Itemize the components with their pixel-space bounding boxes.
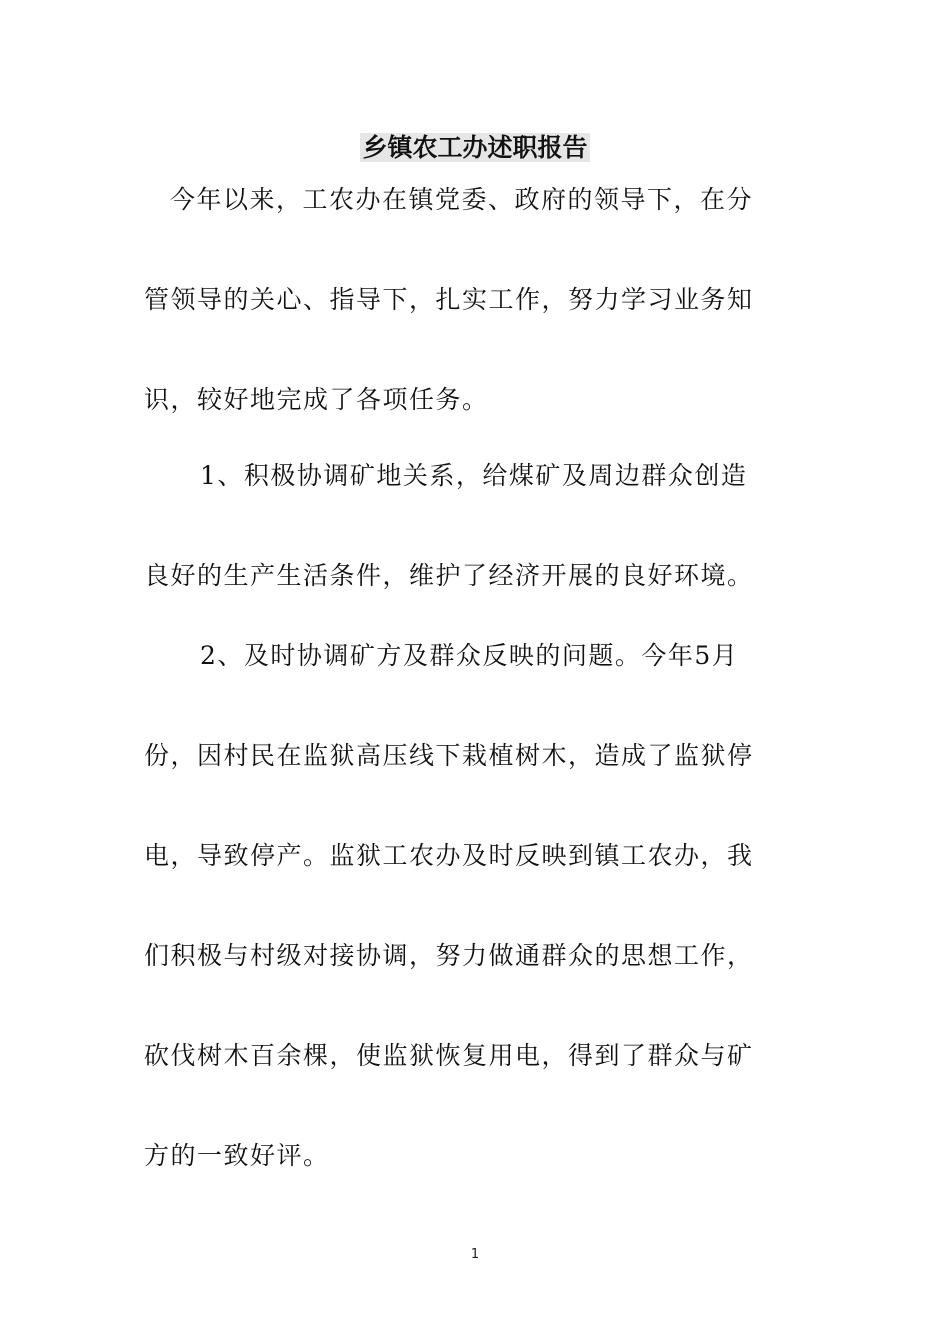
page-number: 1 (470, 1247, 480, 1262)
document-title-text: 乡镇农工办述职报告 (362, 133, 588, 162)
body-line: 们积极与村级对接协调，努力做通群众的思想工作， (144, 941, 754, 970)
body-line: 今年以来，工农办在镇党委、政府的领导下，在分 (170, 185, 754, 214)
body-line: 方的一致好评。 (144, 1141, 330, 1170)
body-line: 良好的生产生活条件，维护了经济开展的良好环境。 (144, 561, 754, 590)
body-line: 1、积极协调矿地关系，给煤矿及周边群众创造 (200, 461, 748, 490)
body-line: 识，较好地完成了各项任务。 (144, 385, 489, 414)
body-line: 份，因村民在监狱高压线下栽植树木，造成了监狱停 (144, 741, 754, 770)
body-line: 砍伐树木百余棵，使监狱恢复用电，得到了群众与矿 (144, 1041, 754, 1070)
document-title (0, 128, 950, 168)
body-line: 电，导致停产。监狱工农办及时反映到镇工农办，我 (144, 841, 754, 870)
body-line: 2、及时协调矿方及群众反映的问题。今年5月 (200, 641, 739, 670)
body-line: 管领导的关心、指导下，扎实工作，努力学习业务知 (144, 285, 754, 314)
